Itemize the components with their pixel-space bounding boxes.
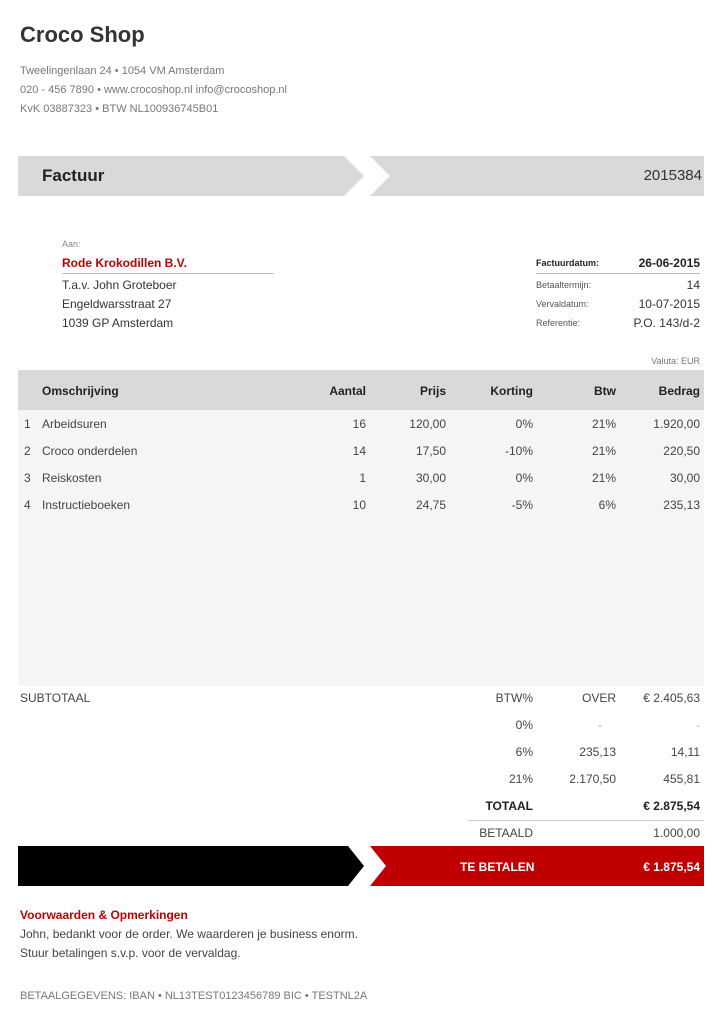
header-discount: Korting — [490, 384, 533, 398]
meta-payment-term — [536, 278, 700, 296]
table-row — [0, 498, 724, 516]
row-price: 30,00 — [415, 471, 446, 485]
row-vat: 21% — [591, 471, 616, 485]
vat-amount: - — [696, 718, 700, 732]
vat-over: 235,13 — [579, 745, 616, 759]
bank-details: BETAALGEGEVENS: IBAN • NL13TEST0123456789 BIC • TESTNL2A — [20, 990, 368, 1002]
header-amount: Bedrag — [658, 384, 700, 398]
meta-due-date — [536, 297, 700, 315]
header-description: Omschrijving — [42, 384, 119, 398]
row-price: 120,00 — [409, 417, 446, 431]
row-quantity: 10 — [352, 498, 366, 512]
row-vat: 21% — [591, 444, 616, 458]
meta-invoice-date — [536, 256, 700, 274]
vat-amount: 455,81 — [663, 772, 700, 786]
row-quantity: 14 — [352, 444, 366, 458]
amount-due-value: € 1.875,54 — [643, 860, 700, 874]
row-discount: -5% — [511, 498, 533, 512]
row-amount: 235,13 — [663, 498, 700, 512]
notes-title: Voorwaarden & Opmerkingen — [20, 908, 188, 922]
meta-value: 26-06-2015 — [638, 256, 700, 270]
amount-due-label: TE BETALEN — [460, 860, 535, 874]
row-quantity: 1 — [359, 471, 366, 485]
header-quantity: Aantal — [329, 384, 366, 398]
total-divider — [468, 820, 704, 821]
header-vat: Btw — [594, 384, 616, 398]
recipient-label: Aan: — [62, 239, 81, 249]
invoice-title: Factuur — [42, 166, 105, 185]
vat-rate: 0% — [515, 718, 533, 732]
meta-divider — [536, 273, 700, 274]
row-description: Reiskosten — [42, 471, 102, 485]
recipient-city: 1039 GP Amsterdam — [62, 316, 174, 330]
recipient-divider — [62, 273, 274, 274]
table-row — [0, 444, 724, 462]
row-number: 2 — [24, 444, 31, 458]
meta-value: 10-07-2015 — [638, 297, 700, 311]
row-amount: 1.920,00 — [653, 417, 700, 431]
recipient-name: Rode Krokodillen B.V. — [62, 256, 187, 270]
row-discount: 0% — [515, 417, 533, 431]
company-name: Croco Shop — [20, 22, 145, 47]
paid-label: BETAALD — [479, 826, 533, 840]
row-discount: -10% — [504, 444, 533, 458]
vat-over: 2.170,50 — [569, 772, 616, 786]
header-price: Prijs — [419, 384, 446, 398]
currency-label: Valuta: EUR — [651, 356, 700, 366]
vat-rate: 6% — [515, 745, 533, 759]
subtotal-label: SUBTOTAAL — [20, 691, 91, 705]
notes-line: John, bedankt voor de order. We waarderen je business enorm. — [20, 927, 358, 941]
meta-label: Betaaltermijn: — [536, 280, 592, 290]
row-price: 24,75 — [415, 498, 446, 512]
table-row — [0, 471, 724, 489]
vat-amount: 14,11 — [670, 745, 700, 759]
row-description: Croco onderdelen — [42, 444, 138, 458]
vat-rate-header: BTW% — [495, 691, 533, 705]
recipient-street: Engeldwarsstraat 27 — [62, 297, 172, 311]
meta-label: Vervaldatum: — [536, 299, 589, 309]
row-vat: 6% — [598, 498, 616, 512]
row-number: 3 — [24, 471, 31, 485]
invoice-banner — [18, 156, 704, 196]
vat-rate: 21% — [508, 772, 533, 786]
amount-due-banner — [18, 846, 704, 886]
meta-reference — [536, 316, 700, 334]
row-description: Arbeidsuren — [42, 417, 107, 431]
row-number: 4 — [24, 498, 31, 512]
row-number: 1 — [24, 417, 31, 431]
total-label: TOTAAL — [485, 799, 533, 813]
row-amount: 220,50 — [663, 444, 700, 458]
vat-over-header: OVER — [581, 691, 616, 705]
invoice-number: 2015384 — [643, 167, 702, 184]
subtotal-value: € 2.405,63 — [643, 691, 700, 705]
meta-value: 14 — [686, 278, 700, 292]
company-address: Tweelingenlaan 24 • 1054 VM Amsterdam — [20, 65, 225, 77]
notes-line: Stuur betalingen s.v.p. voor de vervaldag. — [20, 946, 241, 960]
meta-label: Factuurdatum: — [536, 258, 599, 268]
company-contact: 020 - 456 7890 • www.crocoshop.nl info@crocoshop.nl — [20, 84, 287, 96]
meta-value: P.O. 143/d-2 — [633, 316, 700, 330]
recipient-attention: T.a.v. John Groteboer — [62, 278, 177, 292]
row-amount: 30,00 — [669, 471, 700, 485]
row-price: 17,50 — [415, 444, 446, 458]
row-description: Instructieboeken — [42, 498, 131, 512]
table-row — [0, 417, 724, 435]
meta-label: Referentie: — [536, 318, 581, 328]
row-discount: 0% — [515, 471, 533, 485]
paid-value: 1.000,00 — [653, 826, 700, 840]
row-quantity: 16 — [352, 417, 366, 431]
row-vat: 21% — [591, 417, 616, 431]
vat-over: - — [598, 718, 602, 732]
company-registration: KvK 03887323 • BTW NL100936745B01 — [20, 103, 219, 115]
total-value: € 2.875,54 — [643, 799, 700, 813]
